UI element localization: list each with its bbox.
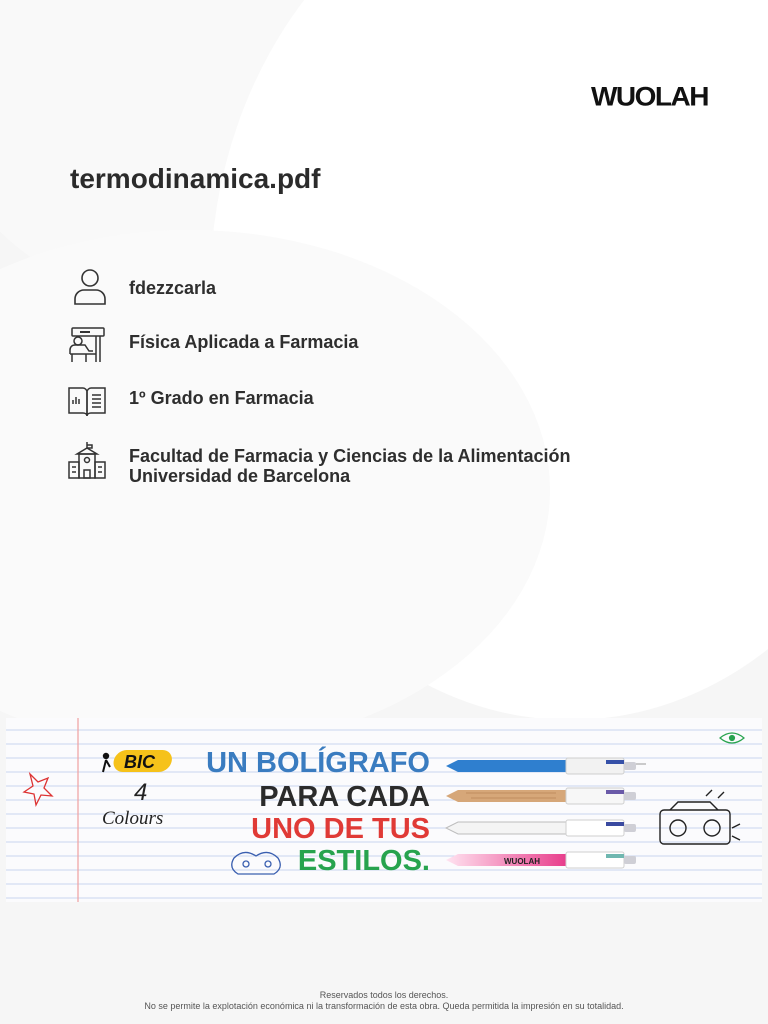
radio-doodle bbox=[660, 790, 740, 844]
footer-rights: Reservados todos los derechos. bbox=[319, 990, 449, 1000]
4-logo-number: 4 bbox=[134, 779, 148, 806]
subject-name[interactable]: Física Aplicada a Farmacia bbox=[129, 332, 359, 352]
wuolah-logo[interactable]: WUOLAH bbox=[591, 81, 708, 112]
pen-wuolah-label: WUOLAH bbox=[504, 857, 540, 866]
student-desk-icon bbox=[66, 324, 108, 364]
university-building-icon bbox=[66, 440, 108, 480]
pen-blue bbox=[446, 758, 646, 774]
ad-headline bbox=[206, 745, 430, 877]
headline-line-1: UN BOLÍGRAFO bbox=[206, 747, 430, 779]
university-name[interactable]: Universidad de Barcelona bbox=[129, 466, 351, 486]
bic-ad-artwork bbox=[6, 718, 762, 902]
open-book-icon bbox=[66, 380, 108, 420]
pen-pink-wuolah bbox=[446, 852, 636, 868]
headline-line-3: UNO DE TUS bbox=[251, 813, 430, 845]
headline-line-2: PARA CADA bbox=[259, 781, 430, 813]
bic-advertisement-banner[interactable] bbox=[6, 718, 762, 902]
degree-row bbox=[66, 380, 314, 420]
pen-wood bbox=[446, 788, 636, 804]
faculty-name[interactable]: Facultad de Farmacia y Ciencias de la Alimentación bbox=[129, 446, 571, 466]
pen-silver bbox=[446, 820, 636, 836]
eye-doodle bbox=[720, 733, 744, 743]
degree-name[interactable]: 1º Grado en Farmacia bbox=[129, 388, 314, 408]
colours-logo-word: Colours bbox=[102, 808, 164, 829]
bic-logo-text: BIC bbox=[124, 752, 155, 772]
author-name[interactable]: fdezzcarla bbox=[129, 278, 217, 298]
faculty-row bbox=[66, 440, 571, 486]
subject-row bbox=[66, 324, 358, 364]
user-icon bbox=[66, 268, 108, 308]
author-row bbox=[66, 268, 216, 308]
bic-logo bbox=[103, 750, 174, 772]
legal-footer bbox=[0, 990, 768, 1012]
document-title: termodinamica.pdf bbox=[70, 163, 321, 194]
footer-license: No se permite la explotación económica ni la transformación de esta obra. Queda permitida la impresión en su totalidad. bbox=[144, 1001, 624, 1011]
headline-line-4: ESTILOS. bbox=[297, 845, 430, 877]
